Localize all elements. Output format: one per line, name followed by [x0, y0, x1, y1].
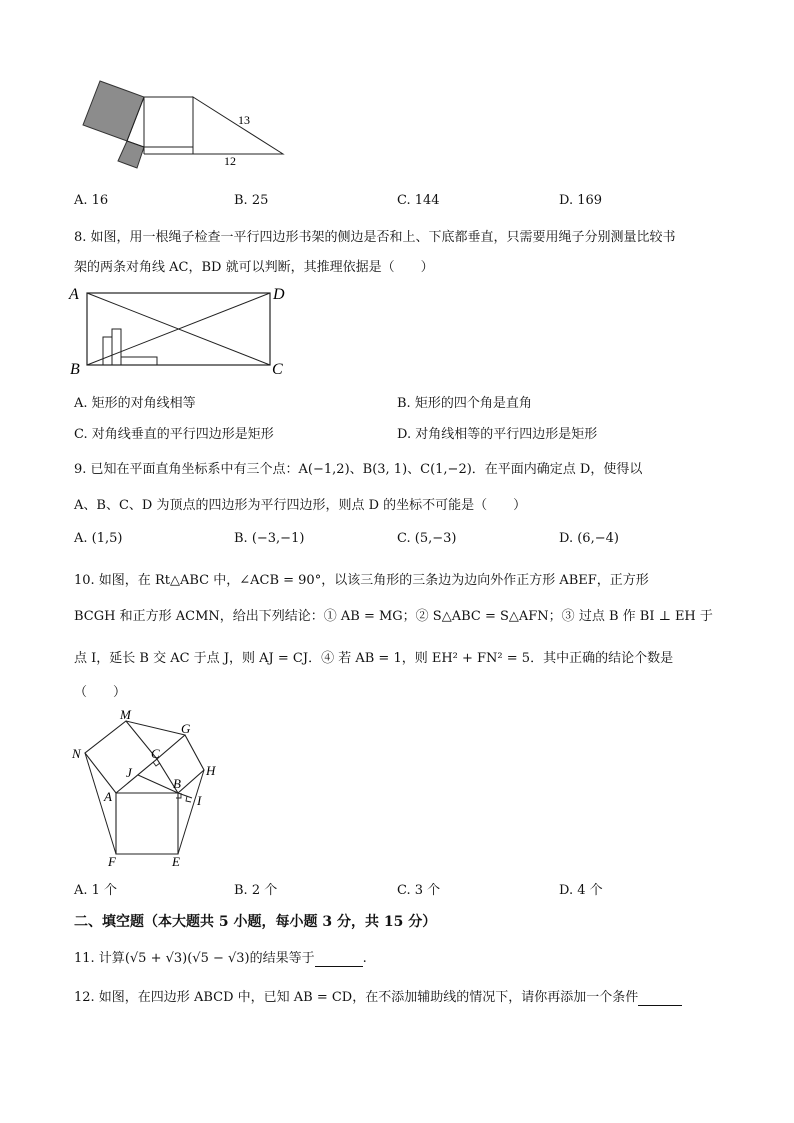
q11-answer-blank[interactable] [315, 951, 363, 967]
q7-option-b: B. 25 [234, 193, 269, 208]
label-12: 12 [224, 154, 236, 168]
q10-option-a: A. 1 个 [74, 883, 118, 898]
q10-option-c: C. 3 个 [397, 883, 441, 898]
small-gray-square [118, 141, 144, 168]
q10-line1: 10. 如图，在 Rt△ABC 中，∠ACB = 90°，以该三角形的三条边为边向外作正方形 ABEF，正方形 [74, 573, 649, 588]
label-f: F [108, 854, 116, 869]
label-c: C [272, 361, 283, 378]
q10-line4: （ ） [74, 685, 127, 700]
label-n: N [72, 746, 81, 761]
q10-line3: 点 I，延长 B 交 AC 于点 J，则 AJ = CJ．④ 若 AB = 1，则 EH² + FN² = 5．其中正确的结论个数是 [74, 651, 674, 666]
q9-option-b: B. (−3,−1) [234, 531, 305, 546]
large-gray-square [83, 81, 144, 141]
book-1 [103, 337, 112, 365]
q9-line1: 9. 已知在平面直角坐标系中有三个点：A(−1,2)、B(3, 1)、C(1,−2)．在平面内确定点 D，使得以 [74, 462, 643, 477]
q7-option-a: A. 16 [74, 193, 109, 208]
label-g: G [181, 721, 191, 736]
q7-option-d: D. 169 [559, 193, 603, 208]
q11-line [74, 947, 367, 967]
q10-option-b: B. 2 个 [234, 883, 278, 898]
q10-figure [68, 706, 228, 872]
q9-option-c: C. (5,−3) [397, 531, 457, 546]
book-2 [112, 329, 121, 365]
book-3 [121, 357, 157, 365]
q8-line1: 8. 如图，用一根绳子检查一平行四边形书架的侧边是否和上、下底都垂直，只需要用绳子分别测量比较书 [74, 230, 676, 245]
q8-line2: 架的两条对角线 AC，BD 就可以判断，其推理依据是（ ） [74, 260, 434, 275]
q10-line2: BCGH 和正方形 ACMN，给出下列结论：① AB = MG；② S△ABC = S△AFN；③ 过点 B 作 BI ⊥ EH 于 [74, 609, 713, 624]
square-abef [116, 793, 178, 854]
q12-text: 12. 如图，在四边形 ABCD 中，已知 AB = CD，在不添加辅助线的情况下，请你再添加一个条件 [74, 990, 639, 1005]
q8-figure [68, 282, 294, 378]
label-i: I [197, 793, 202, 808]
label-a: A [104, 789, 112, 804]
q9-line2: A、B、C、D 为顶点的四边形为平行四边形，则点 D 的坐标不可能是（ ） [74, 498, 527, 513]
q8-option-a: A. 矩形的对角线相等 [74, 396, 196, 411]
square-acmn [85, 721, 157, 793]
q12-line [74, 986, 682, 1006]
label-e: E [172, 854, 180, 869]
label-m: M [120, 707, 131, 722]
q11-prefix: 11. 计算 [74, 951, 125, 966]
middle-square [144, 97, 193, 147]
q7-figure [78, 74, 290, 174]
label-h: H [206, 763, 216, 778]
q11-expression: (√5 + √3)(√5 − √3) [124, 951, 250, 966]
label-b: B [70, 361, 80, 378]
label-b: B [173, 776, 181, 791]
q8-option-c: C. 对角线垂直的平行四边形是矩形 [74, 427, 274, 442]
label-13: 13 [238, 113, 250, 127]
label-c: C [151, 746, 160, 761]
q8-option-b: B. 矩形的四个角是直角 [397, 396, 532, 411]
label-j: J [126, 765, 132, 780]
label-d: D [273, 286, 285, 303]
section2-title: 二、填空题（本大题共 5 小题，每小题 3 分，共 15 分） [74, 914, 437, 930]
q8-option-d: D. 对角线相等的平行四边形是矩形 [397, 427, 598, 442]
q9-option-d: D. (6,−4) [559, 531, 619, 546]
q11-suffix: 的结果等于 [249, 951, 315, 966]
q12-answer-blank[interactable] [638, 990, 682, 1006]
q11-end: . [362, 951, 367, 966]
q9-option-a: A. (1,5) [74, 531, 123, 546]
q7-option-c: C. 144 [397, 193, 440, 208]
q10-option-d: D. 4 个 [559, 883, 603, 898]
label-a: A [69, 286, 79, 303]
